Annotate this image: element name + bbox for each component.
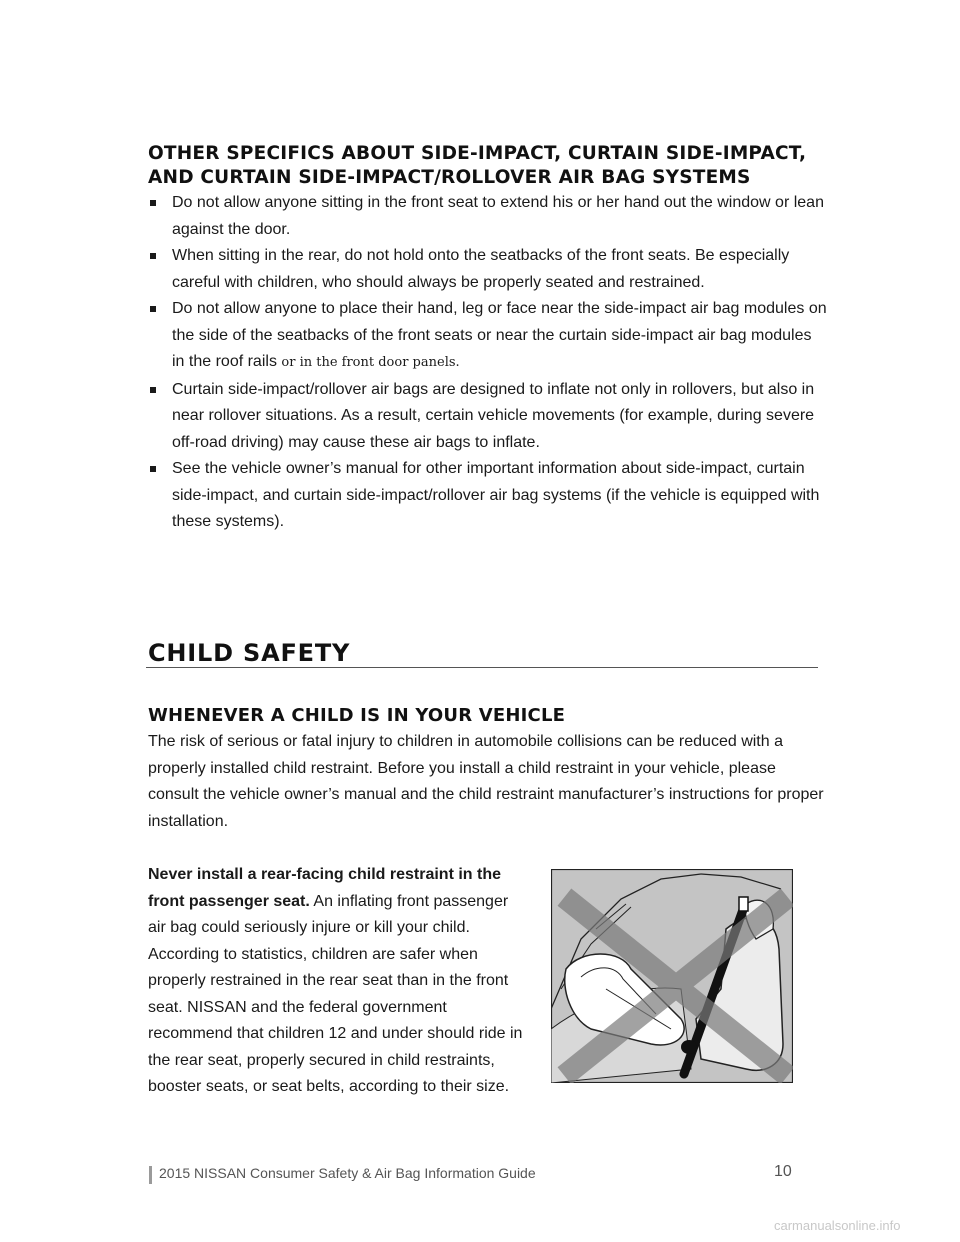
watermark-text: carmanualsonline.info — [774, 1218, 901, 1233]
rear-facing-seat-prohibited-illustration — [551, 869, 793, 1083]
section-heading-other-specifics — [148, 142, 828, 190]
list-item-text: When sitting in the rear, do not hold onto the seatbacks of the front seats. Be especially careful with children, who should always be properly seated and restrained. — [172, 247, 790, 291]
section-divider — [146, 667, 818, 668]
list-item-text: Do not allow anyone to place their hand, leg or face near the side-impact air bag modules on the side of the seatbacks of the front seats or near the curtain side-impact air bag modules in the roof rails — [172, 300, 827, 370]
child-restraint-paragraph: The risk of serious or fatal injury to children in automobile collisions can be reduced with a properly installed child restraint. Before you install a child restraint in your vehicle, please consult the vehicle owner’s manual and the child restraint manufacturer’s instructions for proper installation. — [148, 733, 824, 830]
list-item-text: Do not allow anyone sitting in the front seat to extend his or her hand out the window or lean against the door. — [172, 194, 824, 238]
list-item-text-tail: or in the front door panels. — [281, 355, 460, 370]
list-item — [148, 377, 828, 457]
list-item-text: Curtain side-impact/rollover air bags are designed to inflate not only in rollovers, but also in near rollover situations. As a result, certain vehicle movements (for example, during severe off-road driving) may cause these air bags to inflate. — [172, 380, 815, 451]
bullet-square-icon — [150, 466, 156, 472]
section-title-child-safety: CHILD SAFETY — [148, 639, 351, 667]
bullet-square-icon — [150, 253, 156, 259]
list-item — [148, 243, 828, 296]
list-item — [148, 456, 828, 536]
list-item-text: See the vehicle owner’s manual for other important information about side-impact, curtain side-impact, and curtain side-impact/rollover air bag systems (if the vehicle is equipped with these systems). — [172, 460, 820, 530]
bullet-square-icon — [150, 387, 156, 393]
footer-title: 2015 NISSAN Consumer Safety & Air Bag Information Guide — [159, 1165, 536, 1181]
heading-line-1: OTHER SPECIFICS ABOUT SIDE-IMPACT, CURTAIN SIDE-IMPACT, — [148, 143, 807, 164]
warning-bold-text: Never install a rear-facing child restraint in the front passenger seat. — [148, 866, 501, 910]
heading-line-2: AND CURTAIN SIDE-IMPACT/ROLLOVER AIR BAG SYSTEMS — [148, 167, 751, 188]
list-item — [148, 190, 828, 243]
footer-accent-bar — [149, 1166, 152, 1184]
page-number: 10 — [774, 1163, 792, 1180]
warning-body-text: An inflating front passenger air bag could seriously injure or kill your child. According to statistics, children are safer when properly restrained in the rear seat than in the front seat. NISSAN and the federal government recommend that children 12 and under should ride in the rear seat, properly secured in child restraints, booster seats, or seat belts, according to their size. — [148, 892, 523, 1095]
airbag-bullet-list — [148, 190, 828, 536]
bullet-square-icon — [150, 200, 156, 206]
subheading-whenever-child: WHENEVER A CHILD IS IN YOUR VEHICLE — [148, 705, 566, 726]
rear-facing-warning-paragraph — [148, 862, 528, 1101]
list-item — [148, 296, 828, 377]
bullet-square-icon — [150, 306, 156, 312]
